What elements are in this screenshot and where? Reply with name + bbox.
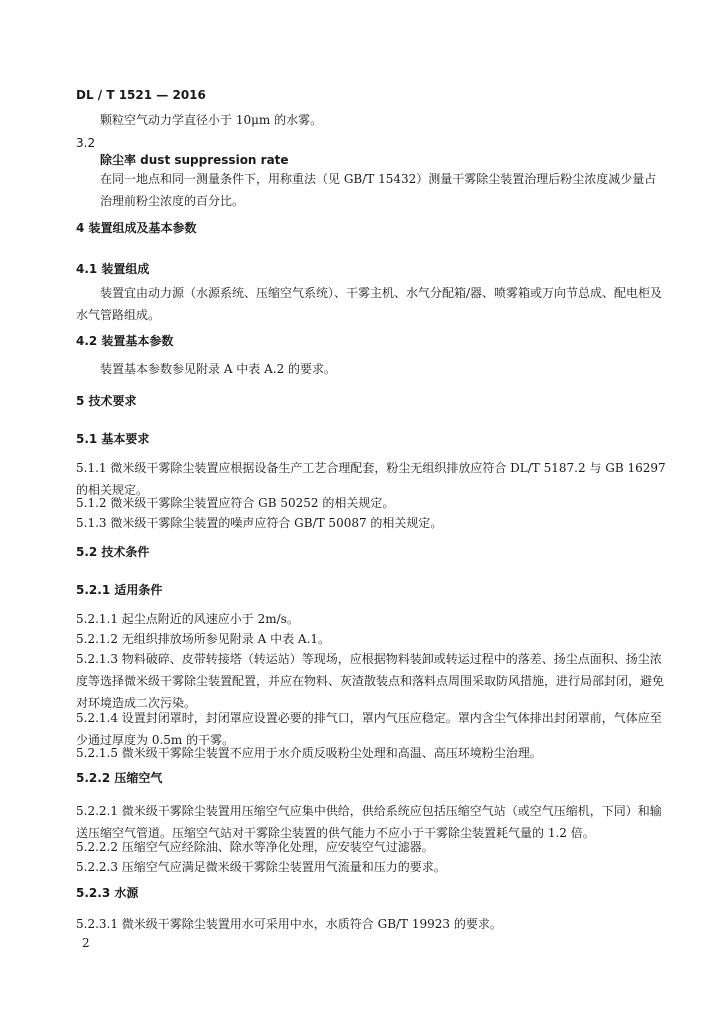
- paragraph-line: 颗粒空气动力学直径小于 10μm 的水雾。: [100, 113, 323, 127]
- clause-line: 5.1.3 微米级干雾除尘装置的噪声应符合 GB/T 50087 的相关规定。: [76, 516, 443, 530]
- section-heading: 5.2 技术条件: [76, 545, 150, 559]
- clause-line: 5.2.1.2 无组织排放场所参见附录 A 中表 A.1。: [76, 632, 331, 646]
- clause-line: 5.2.2.2 压缩空气应经除油、除水等净化处理，应安装空气过滤器。: [76, 840, 434, 854]
- clause-paragraph: 5.1.1 微米级干雾除尘装置应根据设备生产工艺合理配套，粉尘无组织排放应符合 DL/T 5187.2 与 GB 16297 的相关规定。: [76, 461, 666, 497]
- section-heading: 5.2.3 水源: [76, 886, 139, 900]
- clause-line: 5.2.1.5 微米级干雾除尘装置不应用于水介质反吸粉尘处理和高温、高压环境粉尘治理。: [76, 746, 542, 760]
- section-heading: 4.1 装置组成: [76, 262, 150, 276]
- standard-header: DL / T 1521 — 2016: [76, 88, 206, 102]
- page-number: 2: [82, 936, 90, 950]
- section-heading: 4.2 装置基本参数: [76, 334, 174, 348]
- clause-line: 5.2.3.1 微米级干雾除尘装置用水可采用中水，水质符合 GB/T 19923 的要求。: [76, 917, 502, 931]
- section-heading: 4 装置组成及基本参数: [76, 221, 197, 235]
- clause-number: 3.2: [76, 136, 96, 150]
- term-heading: 除尘率 dust suppression rate: [100, 153, 289, 167]
- clause-paragraph: 5.2.2.1 微米级干雾除尘装置用压缩空气应集中供给，供给系统应包括压缩空气站（或空气压缩机，下同）和输送压缩空气管道。压缩空气站对干雾除尘装置的供气能力不应小于干雾除尘装置耗气量的 1.2 倍。: [76, 804, 662, 840]
- definition-paragraph: 在同一地点和同一测量条件下，用称重法（见 GB/T 15432）测量干雾除尘装置治理后粉尘浓度减少量占治理前粉尘浓度的百分比。: [100, 172, 657, 208]
- section-heading: 5.2.1 适用条件: [76, 583, 163, 597]
- section-heading: 5.1 基本要求: [76, 432, 150, 446]
- paragraph-line: 装置基本参数参见附录 A 中表 A.2 的要求。: [100, 362, 337, 376]
- clause-line: 5.2.1.1 起尘点附近的风速应小于 2m/s。: [76, 612, 299, 626]
- section-heading: 5 技术要求: [76, 394, 137, 408]
- clause-paragraph: 5.2.1.4 设置封闭罩时，封闭罩应设置必要的排气口，罩内气压应稳定。罩内含尘气体排出封闭罩前，气体应至少通过厚度为 0.5m 的干雾。: [76, 711, 662, 747]
- paragraph: 装置宜由动力源（水源系统、压缩空气系统）、干雾主机、水气分配箱/器、喷雾箱或万向节总成、配电柜及水气管路组成。: [76, 286, 663, 322]
- clause-paragraph: 5.2.1.3 物料破碎、皮带转接塔（转运站）等现场，应根据物料装卸或转运过程中的落差、扬尘点面积、扬尘浓度等选择微米级干雾除尘装置配置，并应在物料、灰渣散装点和落料点周围采取防风措施，进行局部封闭，避免对环境造成二次污染。: [76, 652, 665, 710]
- section-heading: 5.2.2 压缩空气: [76, 771, 163, 785]
- clause-line: 5.1.2 微米级干雾除尘装置应符合 GB 50252 的相关规定。: [76, 496, 395, 510]
- clause-line: 5.2.2.3 压缩空气应满足微米级干雾除尘装置用气流量和压力的要求。: [76, 860, 446, 874]
